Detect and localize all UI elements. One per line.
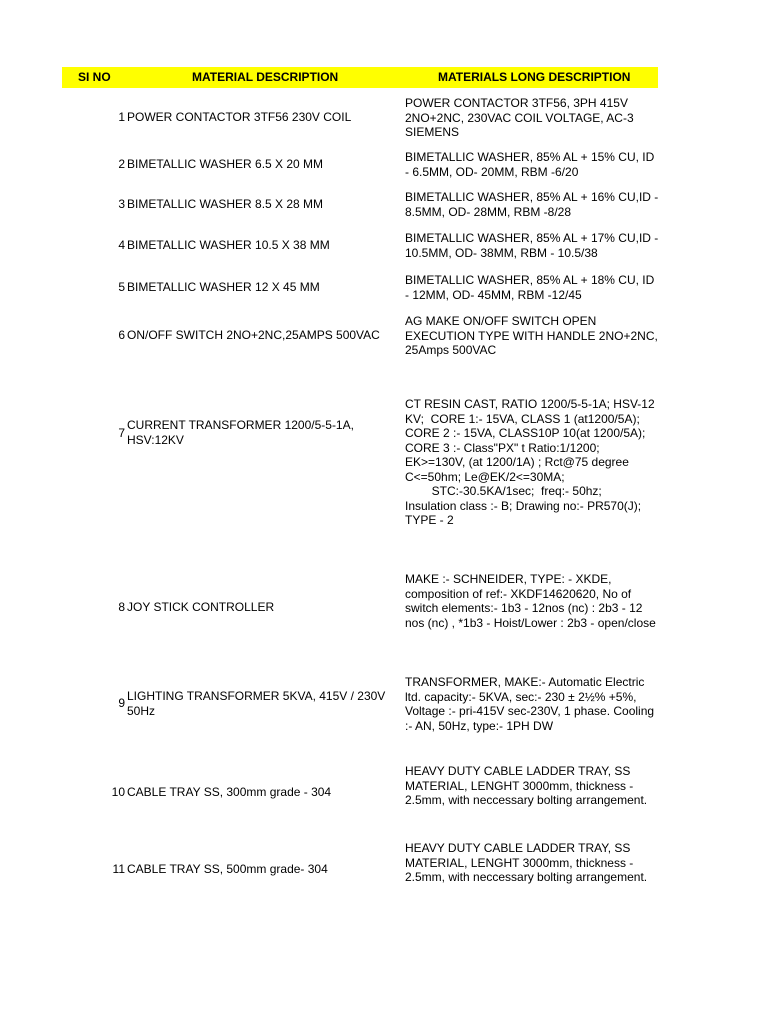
row-number: 5 (118, 280, 125, 294)
row-number: 6 (118, 328, 125, 342)
long-description: MAKE :- SCHNEIDER, TYPE: - XKDE, composition of ref:- XKDF14620620, No of switch elements:- 1b3 - 12nos (nc) : 2b3 - 12 nos (nc) , *1b3 - Hoist/Lower : 2b3 - open/close (405, 572, 656, 630)
long-description: BIMETALLIC WASHER, 85% AL + 17% CU,ID - 10.5MM, OD- 38MM, RBM - 10.5/38 (405, 231, 662, 260)
row-number: 2 (118, 157, 125, 171)
row-number: 8 (118, 600, 125, 614)
long-description: BIMETALLIC WASHER, 85% AL + 15% CU, ID - 6.5MM, OD- 20MM, RBM -6/20 (405, 150, 658, 179)
long-description: TRANSFORMER, MAKE:- Automatic Electric ltd. capacity:- 5KVA, sec:- 230 ± 2½% +5%, Voltage :- pri-415V sec-230V, 1 phase. Cooling :- AN, 50Hz, type:- 1PH DW (405, 675, 658, 733)
header-long-description: MATERIALS LONG DESCRIPTION (438, 70, 631, 84)
long-description: BIMETALLIC WASHER, 85% AL + 16% CU,ID - 8.5MM, OD- 28MM, RBM -8/28 (405, 190, 662, 219)
material-description: CURRENT TRANSFORMER 1200/5-5-1A, HSV:12KV (127, 418, 354, 447)
material-description: BIMETALLIC WASHER 10.5 X 38 MM (127, 238, 330, 252)
row-number: 7 (118, 426, 125, 440)
material-description: JOY STICK CONTROLLER (127, 600, 275, 614)
long-description: POWER CONTACTOR 3TF56, 3PH 415V 2NO+2NC, 230VAC COIL VOLTAGE, AC-3 SIEMENS (405, 96, 637, 139)
material-description: BIMETALLIC WASHER 6.5 X 20 MM (127, 157, 324, 171)
row-number: 3 (118, 197, 125, 211)
long-description: HEAVY DUTY CABLE LADDER TRAY, SS MATERIAL, LENGHT 3000mm, thickness - 2.5mm, with neccessary bolting arrangement. (405, 764, 648, 807)
row-number: 10 (111, 785, 125, 799)
long-description: AG MAKE ON/OFF SWITCH OPEN EXECUTION TYPE WITH HANDLE 2NO+2NC, 25Amps 500VAC (405, 314, 662, 357)
material-description: LIGHTING TRANSFORMER 5KVA, 415V / 230V 50Hz (127, 689, 386, 718)
material-description: BIMETALLIC WASHER 12 X 45 MM (127, 280, 320, 294)
header-material-description: MATERIAL DESCRIPTION (192, 70, 339, 84)
material-description: BIMETALLIC WASHER 8.5 X 28 MM (127, 197, 324, 211)
long-description: BIMETALLIC WASHER, 85% AL + 18% CU, ID - 12MM, OD- 45MM, RBM -12/45 (405, 273, 658, 302)
row-number: 1 (118, 110, 125, 124)
long-description: HEAVY DUTY CABLE LADDER TRAY, SS MATERIAL, LENGHT 3000mm, thickness - 2.5mm, with neccessary bolting arrangement. (405, 841, 648, 884)
long-description: CT RESIN CAST, RATIO 1200/5-5-1A; HSV-12 KV; CORE 1:- 15VA, CLASS 1 (at1200/5A); CORE 2 :- 15VA, CLASS10P 10(at 1200/5A); CORE 3 :- Class"PX" t Ratio:1/1200; EK>=130V, (at 1200/1A) ; Rct@75 degree C<=50hm; Le@EK/2<=30MA; STC:-30.5KA/1sec; freq:- 50hz; Insulation class :- B; Drawing no:- PR570(J); TYPE - 2 (405, 397, 655, 527)
row-number: 9 (118, 696, 125, 710)
header-row (62, 67, 658, 88)
material-description: CABLE TRAY SS, 500mm grade- 304 (127, 862, 328, 876)
material-description: CABLE TRAY SS, 300mm grade - 304 (127, 785, 332, 799)
material-description: ON/OFF SWITCH 2NO+2NC,25AMPS 500VAC (127, 328, 380, 342)
row-number: 4 (118, 238, 125, 252)
header-sl-no: SI NO (78, 70, 111, 84)
material-description: POWER CONTACTOR 3TF56 230V COIL (127, 110, 352, 124)
row-number: 11 (112, 862, 125, 876)
